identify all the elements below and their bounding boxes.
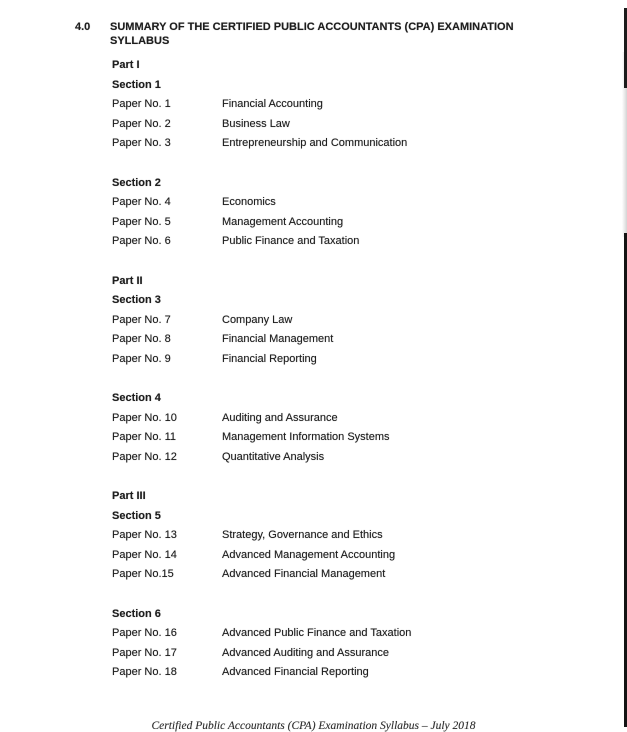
paper-title: Advanced Management Accounting — [222, 548, 396, 561]
section-block-6 — [112, 605, 617, 683]
paper-row — [112, 526, 617, 546]
paper-row — [112, 663, 617, 683]
paper-number: Paper No. 2 — [112, 117, 171, 130]
paper-row — [112, 565, 617, 585]
paper-row — [112, 448, 617, 468]
paper-title: Management Information Systems — [222, 431, 390, 444]
paper-number: Paper No. 18 — [112, 666, 177, 679]
paper-number: Paper No. 10 — [112, 411, 177, 424]
paper-title: Advanced Financial Management — [222, 568, 386, 581]
paper-title: Company Law — [222, 313, 293, 326]
paper-row — [112, 624, 617, 644]
syllabus-listing — [112, 56, 617, 683]
paper-number: Paper No. 8 — [112, 333, 171, 346]
clause-number: 4.0 — [75, 21, 91, 33]
paper-row — [112, 644, 617, 664]
paper-row — [112, 428, 617, 448]
section-block-2 — [112, 174, 617, 252]
paper-number: Paper No. 5 — [112, 215, 171, 228]
paper-row — [112, 213, 617, 233]
paper-number: Paper No. 14 — [112, 548, 177, 561]
section-block-3 — [112, 291, 617, 369]
section-heading-2: Section 2 — [112, 176, 161, 189]
paper-title: Management Accounting — [222, 215, 344, 228]
paper-number: Paper No. 17 — [112, 646, 177, 659]
paper-title: Financial Accounting — [222, 98, 323, 111]
paper-title: Advanced Public Finance and Taxation — [222, 627, 412, 640]
paper-title: Financial Management — [222, 333, 334, 346]
paper-title: Entrepreneurship and Communication — [222, 137, 408, 150]
page-title-line-1: SUMMARY OF THE CERTIFIED PUBLIC ACCOUNTANTS (CPA) EXAMINATION — [110, 21, 514, 33]
section-heading-3: Section 3 — [112, 294, 161, 307]
paper-title: Advanced Auditing and Assurance — [222, 646, 389, 659]
paper-row — [112, 330, 617, 350]
paper-row — [112, 232, 617, 252]
paper-number: Paper No. 1 — [112, 98, 171, 111]
paper-number: Paper No. 4 — [112, 196, 171, 209]
paper-row — [112, 193, 617, 213]
paper-row — [112, 115, 617, 135]
paper-title: Business Law — [222, 117, 290, 130]
paper-number: Paper No. 7 — [112, 313, 171, 326]
scan-artifact-gray-strip — [622, 52, 627, 237]
paper-row — [112, 409, 617, 429]
paper-number: Paper No. 9 — [112, 352, 171, 365]
section-heading-6: Section 6 — [112, 607, 161, 620]
part-heading-2: Part II — [112, 274, 143, 287]
section-block-4 — [112, 389, 617, 467]
paper-number: Paper No. 16 — [112, 627, 177, 640]
paper-number: Paper No. 13 — [112, 529, 177, 542]
page-title — [110, 21, 597, 48]
section-block-5 — [112, 507, 617, 585]
paper-row — [112, 134, 617, 154]
part-heading-3: Part III — [112, 490, 146, 503]
paper-title: Strategy, Governance and Ethics — [222, 529, 383, 542]
paper-title: Financial Reporting — [222, 352, 317, 365]
paper-title: Advanced Financial Reporting — [222, 666, 369, 679]
paper-row — [112, 546, 617, 566]
paper-title: Public Finance and Taxation — [222, 235, 360, 248]
section-heading-1: Section 1 — [112, 78, 161, 91]
section-heading-5: Section 5 — [112, 509, 161, 522]
paper-number: Paper No. 12 — [112, 450, 177, 463]
page-footer: Certified Public Accountants (CPA) Examination Syllabus – July 2018 — [151, 720, 476, 732]
page-title-line-2: SYLLABUS — [110, 34, 170, 47]
paper-number: Paper No. 6 — [112, 235, 171, 248]
paper-title: Auditing and Assurance — [222, 411, 338, 424]
section-block-1 — [112, 76, 617, 154]
section-heading-4: Section 4 — [112, 392, 161, 405]
paper-number: Paper No. 11 — [112, 431, 177, 444]
document-heading — [75, 21, 597, 48]
paper-title: Economics — [222, 196, 276, 209]
part-heading-1: Part I — [112, 59, 140, 71]
paper-row — [112, 311, 617, 331]
paper-row — [112, 350, 617, 370]
paper-title: Quantitative Analysis — [222, 450, 325, 463]
paper-number: Paper No.15 — [112, 568, 174, 581]
paper-row — [112, 95, 617, 115]
paper-number: Paper No. 3 — [112, 137, 171, 150]
